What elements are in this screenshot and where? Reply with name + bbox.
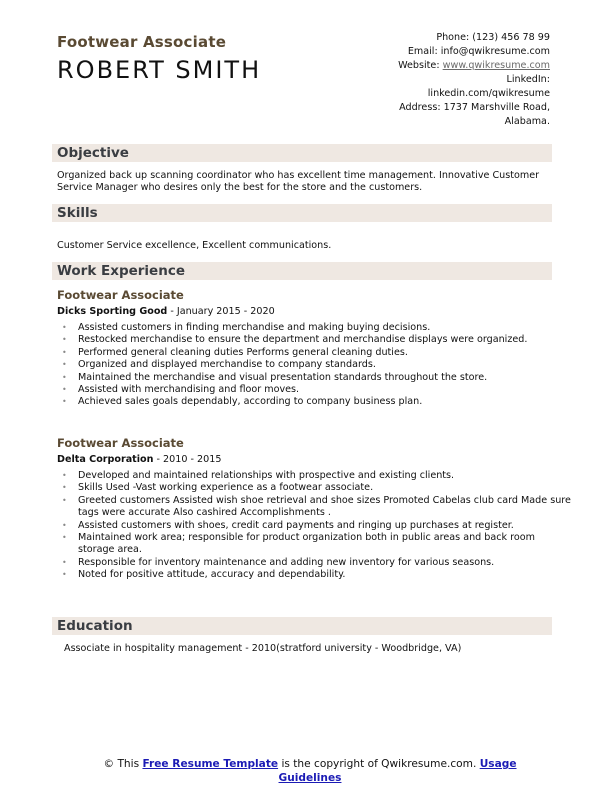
job-title: Footwear Associate: [57, 33, 227, 51]
list-item: • Organized and displayed merchandise to company standards.: [78, 359, 573, 371]
contact-linkedin-label: LinkedIn:: [506, 74, 550, 85]
website-label: Website:: [398, 60, 443, 71]
candidate-name: ROBERT SMITH: [57, 56, 262, 84]
job-2-dates: - 2010 - 2015: [153, 454, 222, 465]
contact-address-line1: Address: 1737 Marshville Road,: [399, 102, 550, 113]
skills-text: Customer Service excellence, Excellent communications.: [57, 240, 332, 251]
job-1-title: Footwear Associate: [57, 288, 184, 302]
list-item: • Skills Used -Vast working experience as a footwear associate.: [78, 482, 573, 494]
job-1-company: Dicks Sporting Good: [57, 306, 168, 317]
website-link[interactable]: www.qwikresume.com: [442, 60, 550, 71]
objective-text: Organized back up scanning coordinator who has excellent time management. Innovative Customer Service Manager who desires only the best for the store and the customers.: [57, 170, 540, 193]
list-item: • Assisted customers in finding merchandise and making buying decisions.: [78, 322, 573, 334]
job-2-company: Delta Corporation: [57, 454, 154, 465]
contact-website: [310, 59, 550, 73]
education-text: Associate in hospitality management - 2010(stratford university - Woodbridge, VA): [64, 643, 462, 654]
job-2-company-dates: [57, 454, 221, 465]
section-heading-objective: Objective: [52, 144, 552, 162]
contact-linkedin-value: linkedin.com/qwikresume: [427, 88, 550, 99]
list-item: • Developed and maintained relationships with prospective and existing clients.: [78, 470, 573, 482]
contact-address-line2: Alabama.: [504, 116, 550, 127]
section-heading-work-experience: Work Experience: [52, 262, 552, 280]
contact-phone: Phone: (123) 456 78 99: [436, 32, 550, 43]
job-1-bullets: [57, 322, 573, 409]
list-item: • Assisted customers with shoes, credit card payments and ringing up purchases at register.: [78, 520, 573, 532]
job-2-title: Footwear Associate: [57, 436, 184, 450]
job-1-company-dates: [57, 306, 275, 317]
section-heading-skills: Skills: [52, 204, 552, 222]
list-item: • Maintained work area; responsible for product organization both in public areas and back room storage area.: [78, 532, 573, 557]
footer-prefix: © This: [103, 758, 143, 770]
free-resume-template-link[interactable]: Free Resume Template: [142, 758, 279, 770]
usage-guidelines-link[interactable]: Usage Guidelines: [278, 758, 517, 784]
footer-middle: is the copyright of Qwikresume.com.: [278, 758, 480, 770]
list-item: • Noted for positive attitude, accuracy and dependability.: [78, 569, 573, 581]
list-item: • Maintained the merchandise and visual presentation standards throughout the store.: [78, 372, 573, 384]
list-item: • Performed general cleaning duties Performs general cleaning duties.: [78, 347, 573, 359]
list-item: • Assisted with merchandising and floor moves.: [78, 384, 573, 396]
section-heading-education: Education: [52, 617, 552, 635]
list-item: • Achieved sales goals dependably, according to company business plan.: [78, 396, 573, 408]
job-1-dates: - January 2015 - 2020: [167, 306, 275, 317]
list-item: • Greeted customers Assisted wish shoe retrieval and shoe sizes Promoted Cabelas club card Made sure tags were accurate Also cashired Accomplishments .: [78, 495, 573, 520]
copyright-footer: [80, 757, 540, 785]
list-item: • Restocked merchandise to ensure the department and merchandise displays were organized.: [78, 334, 573, 346]
list-item: • Responsible for inventory maintenance and adding new inventory for various seasons.: [78, 557, 573, 569]
contact-email: Email: info@qwikresume.com: [407, 46, 550, 57]
resume-header: [57, 33, 261, 84]
contact-block: [310, 31, 550, 129]
job-2-bullets: [57, 470, 573, 582]
